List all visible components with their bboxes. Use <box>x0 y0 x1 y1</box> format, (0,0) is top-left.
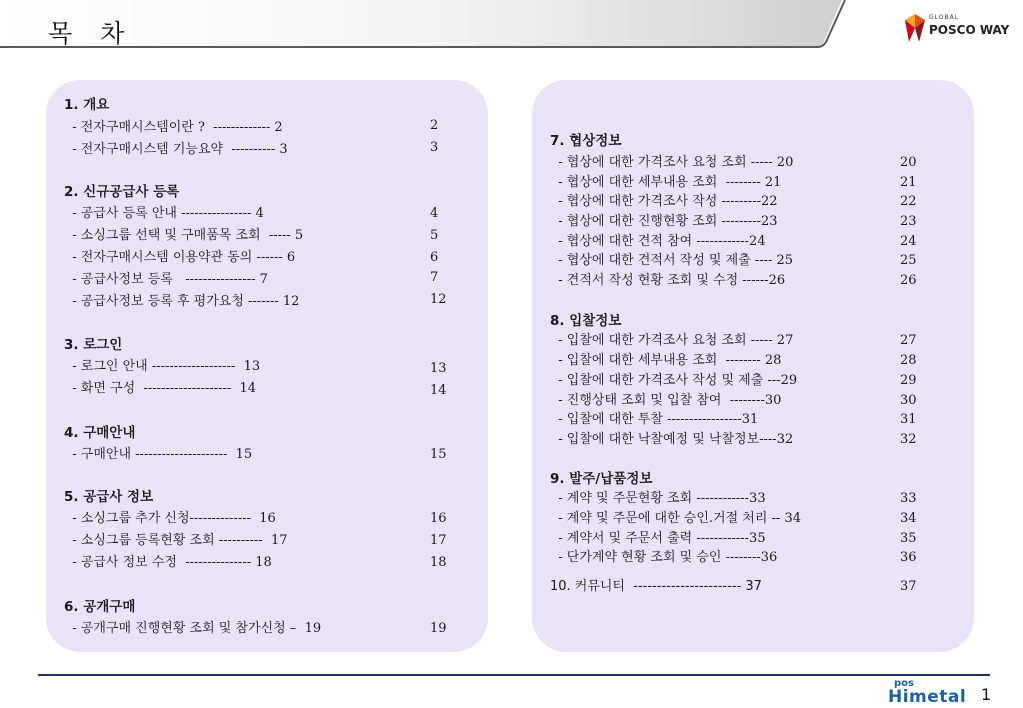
toc-entry[interactable]: - 전자구매시스템 이용약관 동의 ------ 6 <box>64 250 296 265</box>
toc-page-number: 6 <box>430 250 439 265</box>
toc-entry[interactable]: - 입찰에 대한 투찰 -----------------31 <box>550 412 759 427</box>
toc-page-number: 31 <box>900 412 917 427</box>
footer-divider <box>38 674 990 676</box>
toc-entry[interactable]: - 공개구매 진행현황 조회 및 참가신청 – 19 <box>64 621 322 636</box>
toc-entry[interactable]: - 견적서 작성 현황 조회 및 수정 ------26 <box>550 273 786 288</box>
toc-page-number: 36 <box>900 550 917 565</box>
toc-entry[interactable]: - 공급사정보 등록 후 평가요청 ------- 12 <box>64 294 300 309</box>
toc-entry[interactable]: - 협상에 대한 진행현황 조회 ---------23 <box>550 214 778 229</box>
toc-section-heading: 1. 개요 <box>64 97 110 113</box>
header-band <box>0 0 1023 48</box>
toc-page-number: 34 <box>900 511 917 526</box>
toc-entry[interactable]: - 공급사정보 등록 ---------------- 7 <box>64 272 268 287</box>
toc-entry[interactable]: - 구매안내 --------------------- 15 <box>64 447 253 462</box>
toc-entry[interactable]: - 전자구매시스템이란 ? ------------- 2 <box>64 120 283 135</box>
toc-entry[interactable]: - 소싱그룹 등록현황 조회 ---------- 17 <box>64 533 288 548</box>
toc-section-heading: 2. 신규공급사 등록 <box>64 184 180 200</box>
toc-section-heading: 3. 로그인 <box>64 337 123 353</box>
toc-page-number: 25 <box>900 253 917 268</box>
posco-logo-icon <box>903 12 927 44</box>
toc-entry[interactable]: - 계약서 및 주문서 출력 ------------35 <box>550 531 766 546</box>
toc-page-number: 3 <box>430 140 439 155</box>
toc-page-number: 26 <box>900 273 917 288</box>
toc-page-number: 35 <box>900 531 917 546</box>
toc-entry[interactable]: - 협상에 대한 견적서 작성 및 제출 ---- 25 <box>550 253 794 268</box>
toc-page-number: 20 <box>900 155 917 170</box>
toc-section-heading: 8. 입찰정보 <box>550 313 622 329</box>
toc-section-heading: 4. 구매안내 <box>64 425 136 441</box>
toc-entry[interactable]: - 로그인 안내 ------------------- 13 <box>64 359 261 374</box>
toc-entry[interactable]: - 계약 및 주문에 대한 승인.거절 처리 -- 34 <box>550 511 801 526</box>
toc-entry[interactable]: - 입찰에 대한 가격조사 요청 조회 ----- 27 <box>550 333 794 348</box>
toc-section-heading: 7. 협상정보 <box>550 133 622 149</box>
toc-page-number: 37 <box>900 579 917 594</box>
toc-entry[interactable]: - 협상에 대한 세부내용 조회 -------- 21 <box>550 175 782 190</box>
toc-page-number: 7 <box>430 270 439 285</box>
toc-page-number: 27 <box>900 333 917 348</box>
toc-page-number: 23 <box>900 214 917 229</box>
page-title: 목 차 <box>48 19 135 48</box>
toc-page-number: 12 <box>430 292 447 307</box>
toc-page-number: 13 <box>430 361 447 376</box>
page-number: 1 <box>981 685 992 704</box>
toc-entry[interactable]: - 소싱그룹 추가 신청-------------- 16 <box>64 511 276 526</box>
toc-entry[interactable]: - 전자구매시스템 기능요약 ---------- 3 <box>64 142 288 157</box>
toc-entry[interactable]: - 입찰에 대한 낙찰예정 및 낙찰정보----32 <box>550 432 794 447</box>
logo-pos-text: pos <box>894 678 914 689</box>
toc-section-heading: 10. 커뮤니티 ----------------------- 37 <box>550 579 762 594</box>
toc-entry[interactable]: - 공급사 정보 수정 --------------- 18 <box>64 555 272 570</box>
toc-page-number: 18 <box>430 555 447 570</box>
toc-page-number: 33 <box>900 491 917 506</box>
toc-page-number: 14 <box>430 383 447 398</box>
toc-page-number: 19 <box>430 621 447 636</box>
toc-page-number: 2 <box>430 118 439 133</box>
toc-page-number: 16 <box>430 511 447 526</box>
toc-page-number: 30 <box>900 393 917 408</box>
toc-entry[interactable]: - 협상에 대한 가격조사 요청 조회 ----- 20 <box>550 155 794 170</box>
toc-entry[interactable]: - 협상에 대한 가격조사 작성 ---------22 <box>550 194 778 209</box>
toc-section-heading: 9. 발주/납품정보 <box>550 471 653 487</box>
toc-page-number: 4 <box>430 206 439 221</box>
toc-entry[interactable]: - 화면 구성 -------------------- 14 <box>64 381 257 396</box>
toc-entry[interactable]: - 협상에 대한 견적 참여 ------------24 <box>550 234 766 249</box>
logo-himetal-text: Himetal <box>888 687 967 707</box>
toc-page-number: 28 <box>900 353 917 368</box>
toc-page-number: 29 <box>900 373 917 388</box>
toc-section-heading: 6. 공개구매 <box>64 599 136 615</box>
toc-entry[interactable]: - 소싱그룹 선택 및 구매품목 조회 ----- 5 <box>64 228 304 243</box>
toc-page-number: 15 <box>430 447 447 462</box>
toc-page-number: 17 <box>430 533 447 548</box>
logo-small-text: GLOBAL <box>929 14 960 21</box>
toc-section-heading: 5. 공급사 정보 <box>64 489 154 505</box>
toc-page-number: 21 <box>900 175 917 190</box>
toc-page-number: 24 <box>900 234 917 249</box>
posco-way-logo <box>903 12 1013 46</box>
toc-entry[interactable]: - 단가계약 현황 조회 및 승인 --------36 <box>550 550 778 565</box>
toc-page-number: 5 <box>430 228 439 243</box>
toc-entry[interactable]: - 입찰에 대한 가격조사 작성 및 제출 ---29 <box>550 373 798 388</box>
toc-entry[interactable]: - 공급사 등록 안내 ---------------- 4 <box>64 206 264 221</box>
toc-page-number: 32 <box>900 432 917 447</box>
toc-entry[interactable]: - 입찰에 대한 세부내용 조회 -------- 28 <box>550 353 782 368</box>
toc-entry[interactable]: - 진행상태 조회 및 입찰 참여 --------30 <box>550 393 782 408</box>
toc-entry[interactable]: - 계약 및 주문현황 조회 ------------33 <box>550 491 766 506</box>
toc-page-number: 22 <box>900 194 917 209</box>
logo-big-text: POSCO WAY <box>929 23 1010 37</box>
